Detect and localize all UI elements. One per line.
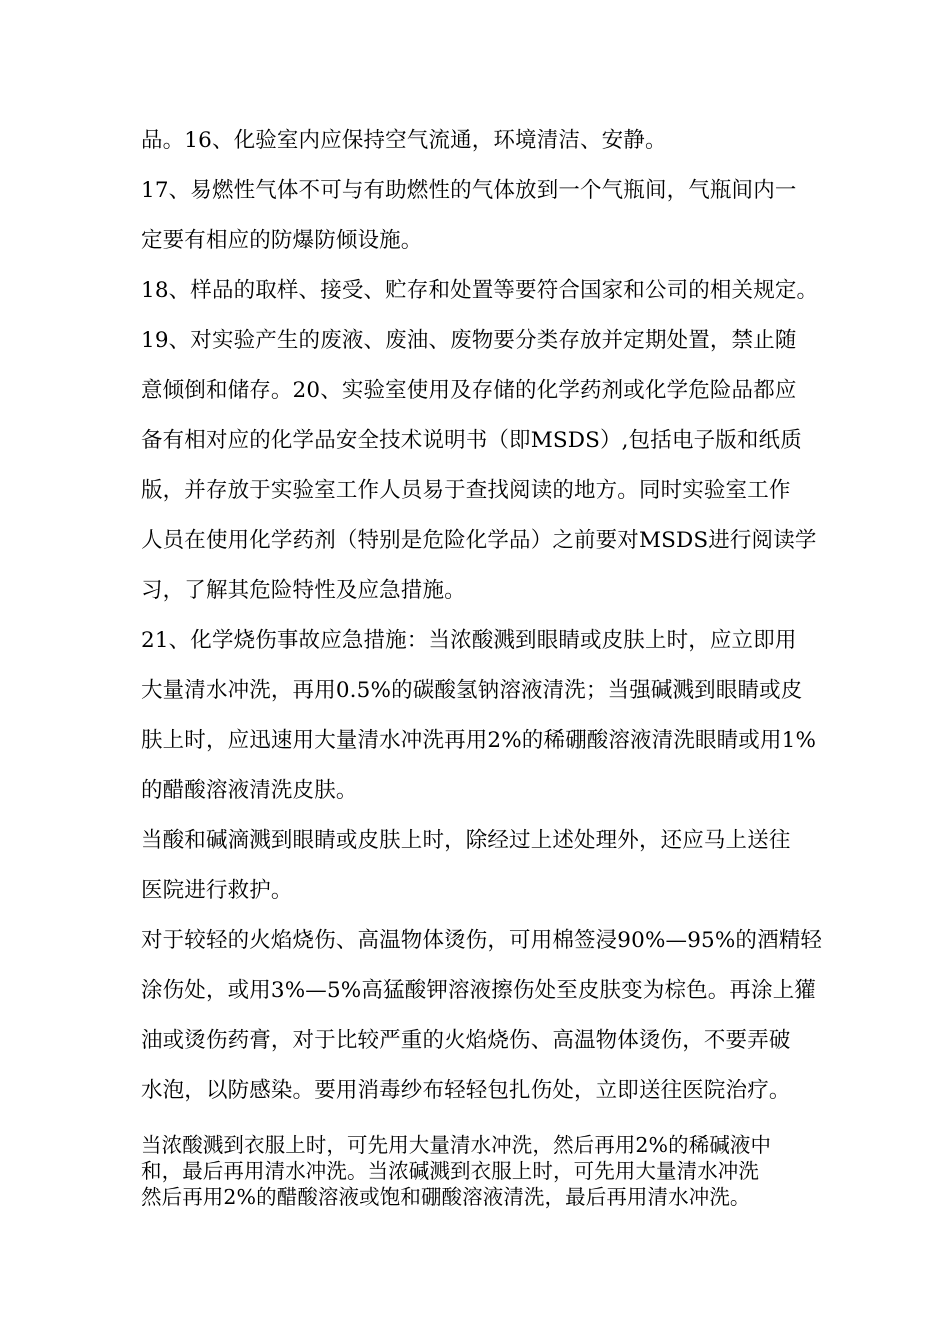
text-line: 医院进行救护。 (141, 878, 293, 903)
text-line: 品。16、化验室内应保持空气流通，环境清洁、安静。 (141, 128, 667, 153)
text-line: 18、样品的取样、接受、贮存和处置等要符合国家和公司的相关规定。 (141, 278, 819, 303)
text-line: 17、易燃性气体不可与有助燃性的气体放到一个气瓶间，气瓶间内一 (141, 178, 797, 203)
text-line: 21、化学烧伤事故应急措施：当浓酸溅到眼睛或皮肤上时，应立即用 (141, 628, 797, 653)
text-line: 水泡，以防感染。要用消毒纱布轻轻包扎伤处，立即送往医院治疗。 (141, 1078, 791, 1103)
text-line: 备有相对应的化学品安全技术说明书（即MSDS）,包括电子版和纸质 (141, 428, 802, 453)
text-line: 人员在使用化学药剂（特别是危险化学品）之前要对MSDS进行阅读学 (141, 528, 817, 553)
text-line: 肤上时，应迅速用大量清水冲洗再用2%的稀硼酸溶液清洗眼睛或用1% (141, 728, 817, 753)
text-line: 当酸和碱滴溅到眼睛或皮肤上时，除经过上述处理外，还应马上送往 (141, 828, 791, 853)
text-line: 19、对实验产生的废液、废油、废物要分类存放并定期处置，禁止随 (141, 328, 797, 353)
text-line: 和，最后再用清水冲洗。当浓碱溅到衣服上时，可先用大量清水冲洗 (141, 1159, 759, 1183)
text-line: 版，并存放于实验室工作人员易于查找阅读的地方。同时实验室工作 (141, 478, 791, 503)
text-line: 习，了解其危险特性及应急措施。 (141, 578, 466, 603)
text-line: 当浓酸溅到衣服上时，可先用大量清水冲洗，然后再用2%的稀碱液中 (141, 1133, 772, 1157)
text-line: 对于较轻的火焰烧伤、高温物体烫伤，可用棉签浸90%—95%的酒精轻 (141, 928, 823, 953)
text-line: 的醋酸溶液清洗皮肤。 (141, 778, 358, 803)
text-line: 定要有相应的防爆防倾设施。 (141, 228, 423, 253)
text-line: 意倾倒和储存。20、实验室使用及存储的化学药剂或化学危险品都应 (141, 378, 797, 403)
text-line: 大量清水冲洗，再用0.5%的碳酸氢钠溶液清洗；当强碱溅到眼睛或皮 (141, 678, 803, 703)
text-line: 然后再用2%的醋酸溶液或饱和硼酸溶液清洗，最后再用清水冲洗。 (141, 1185, 751, 1209)
text-line: 涂伤处，或用3%—5%高猛酸钾溶液擦伤处至皮肤变为棕色。再涂上獾 (141, 978, 817, 1003)
text-line: 油或烫伤药膏，对于比较严重的火焰烧伤、高温物体烫伤，不要弄破 (141, 1028, 791, 1053)
